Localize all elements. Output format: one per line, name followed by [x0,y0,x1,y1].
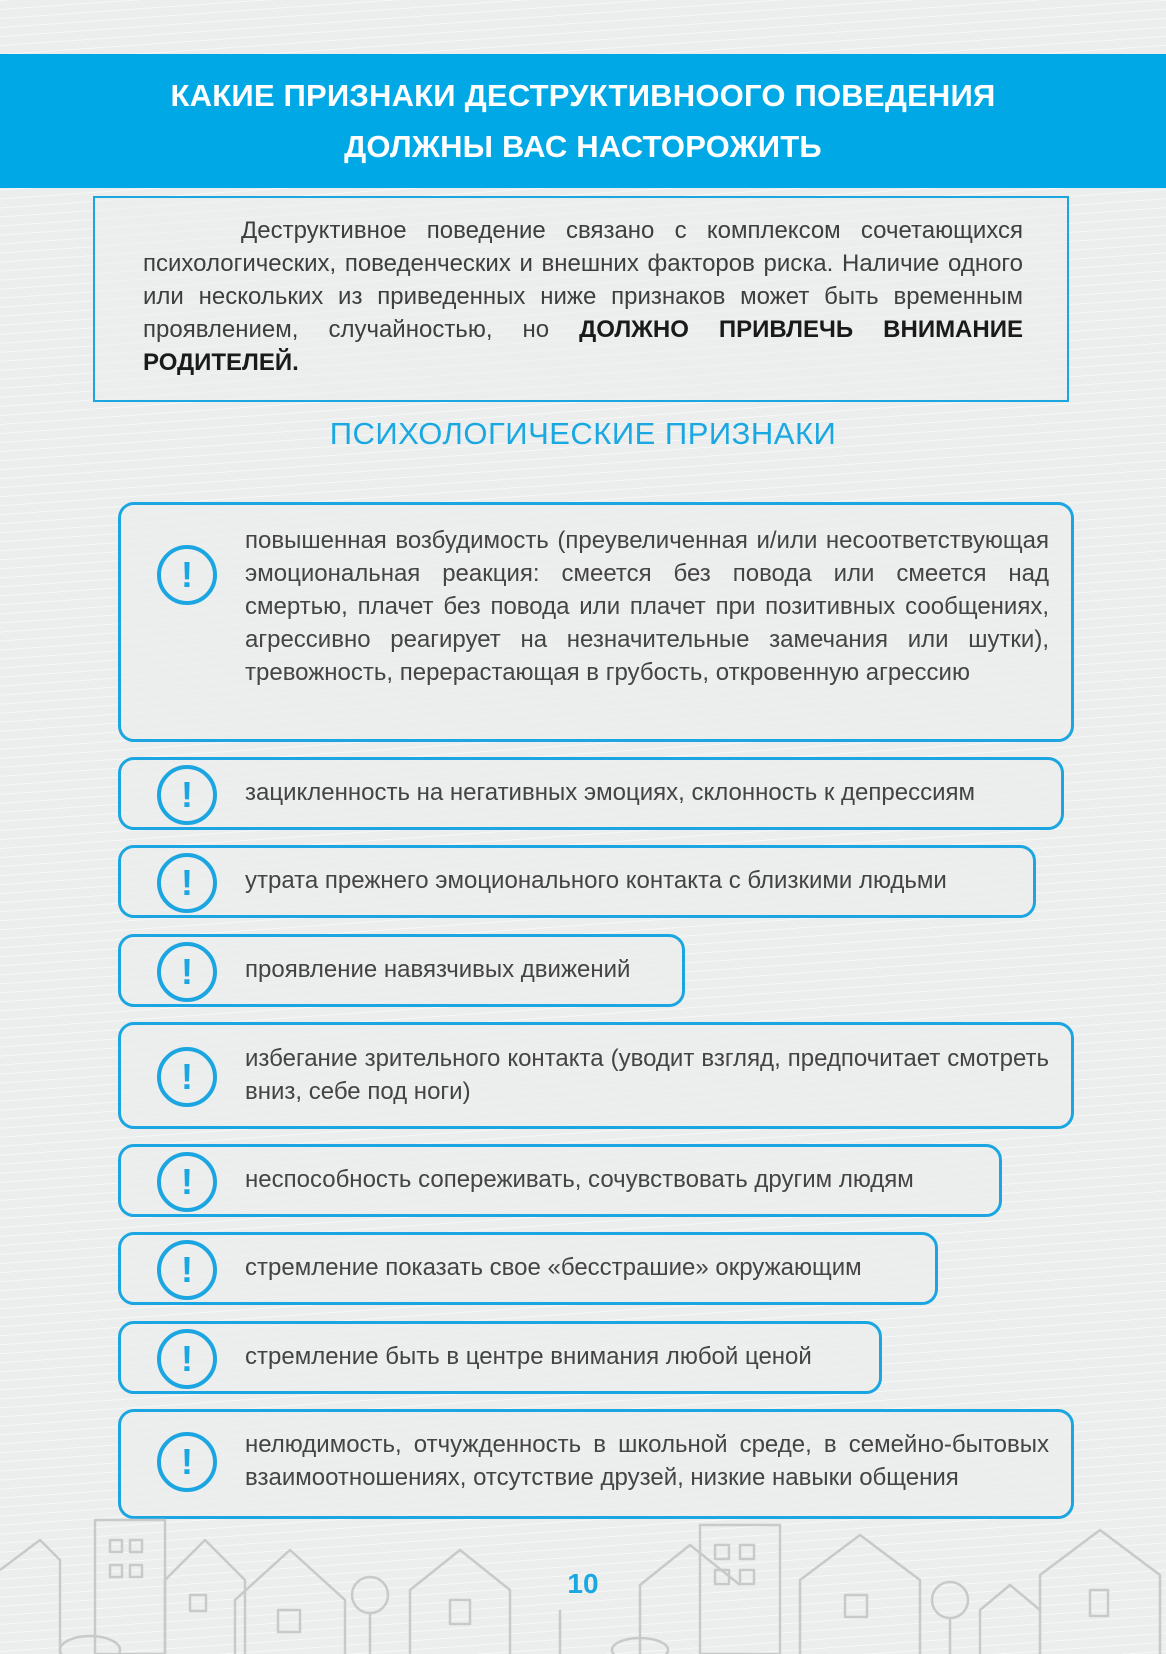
sign-text-8: стремление быть в центре внимания любой ценой [245,1343,812,1370]
sign-card-2 [118,757,1064,830]
exclamation-icon: ! [157,853,217,913]
sign-card-8 [118,1321,882,1394]
sign-card-6 [118,1144,1002,1217]
exclamation-icon: ! [157,1047,217,1107]
sign-card-4 [118,934,685,1007]
exclamation-icon: ! [157,1240,217,1300]
sign-text-7: стремление показать свое «бесстрашие» окружающим [245,1254,862,1281]
sign-text-6: неспособность сопереживать, сочувствовать другим людям [245,1166,914,1193]
sign-card-3 [118,845,1036,918]
exclamation-icon: ! [157,545,217,605]
sign-card-7 [118,1232,938,1305]
page-title [171,70,996,172]
sign-text-5: избегание зрительного контакта (уводит взгляд, предпочитает смотреть вниз, себе под ноги) [245,1045,1049,1105]
exclamation-icon: ! [157,1152,217,1212]
sign-card-5 [118,1022,1074,1129]
sign-text-2: зацикленность на негативных эмоциях, склонность к депрессиям [245,779,975,806]
exclamation-icon: ! [157,1432,217,1492]
exclamation-icon: ! [157,942,217,1002]
section-heading: ПСИХОЛОГИЧЕСКИЕ ПРИЗНАКИ [329,416,837,451]
page-title-line-1: КАКИЕ ПРИЗНАКИ ДЕСТРУКТИВНООГО ПОВЕДЕНИЯ [170,78,996,113]
sign-text-1: повышенная возбудимость (преувеличенная и/или несоответствующая эмоциональная реакция: смеется без повода или смеется над смертью, плачет без повода или плачет при позитивных сообщениях, агрессивно реагирует на незначительные замечания или шутки), тревожность, перерастающая в грубость, откровенную агрессию [245,527,1049,686]
sign-text-3: утрата прежнего эмоционального контакта с близкими людьми [245,867,947,894]
exclamation-icon: ! [157,1329,217,1389]
page-number: 10 [567,1568,599,1599]
page-title-line-2: ДОЛЖНЫ ВАС НАСТОРОЖИТЬ [344,129,822,164]
intro-paragraph [143,214,1023,379]
intro-text: Деструктивное поведение связано с комплексом сочетающихся психологических, поведенческих и внешних факторов риска. Наличие одного или нескольких из приведенных ниже признаков может быть временным проявлением, случайностью, но [143,217,1023,343]
intro-box [93,196,1069,402]
header-band [0,54,1166,188]
sign-card-1 [118,502,1074,742]
sign-text-4: проявление навязчивых движений [245,956,631,983]
intro-emphasis: ДОЛЖНО ПРИВЛЕЧЬ ВНИМАНИЕ РОДИТЕЛЕЙ. [143,316,1023,376]
exclamation-icon: ! [157,765,217,825]
sign-text-9: нелюдимость, отчужденность в школьной среде, в семейно-бытовых взаимоотношениях, отсутствие друзей, низкие навыки общения [245,1431,1049,1491]
